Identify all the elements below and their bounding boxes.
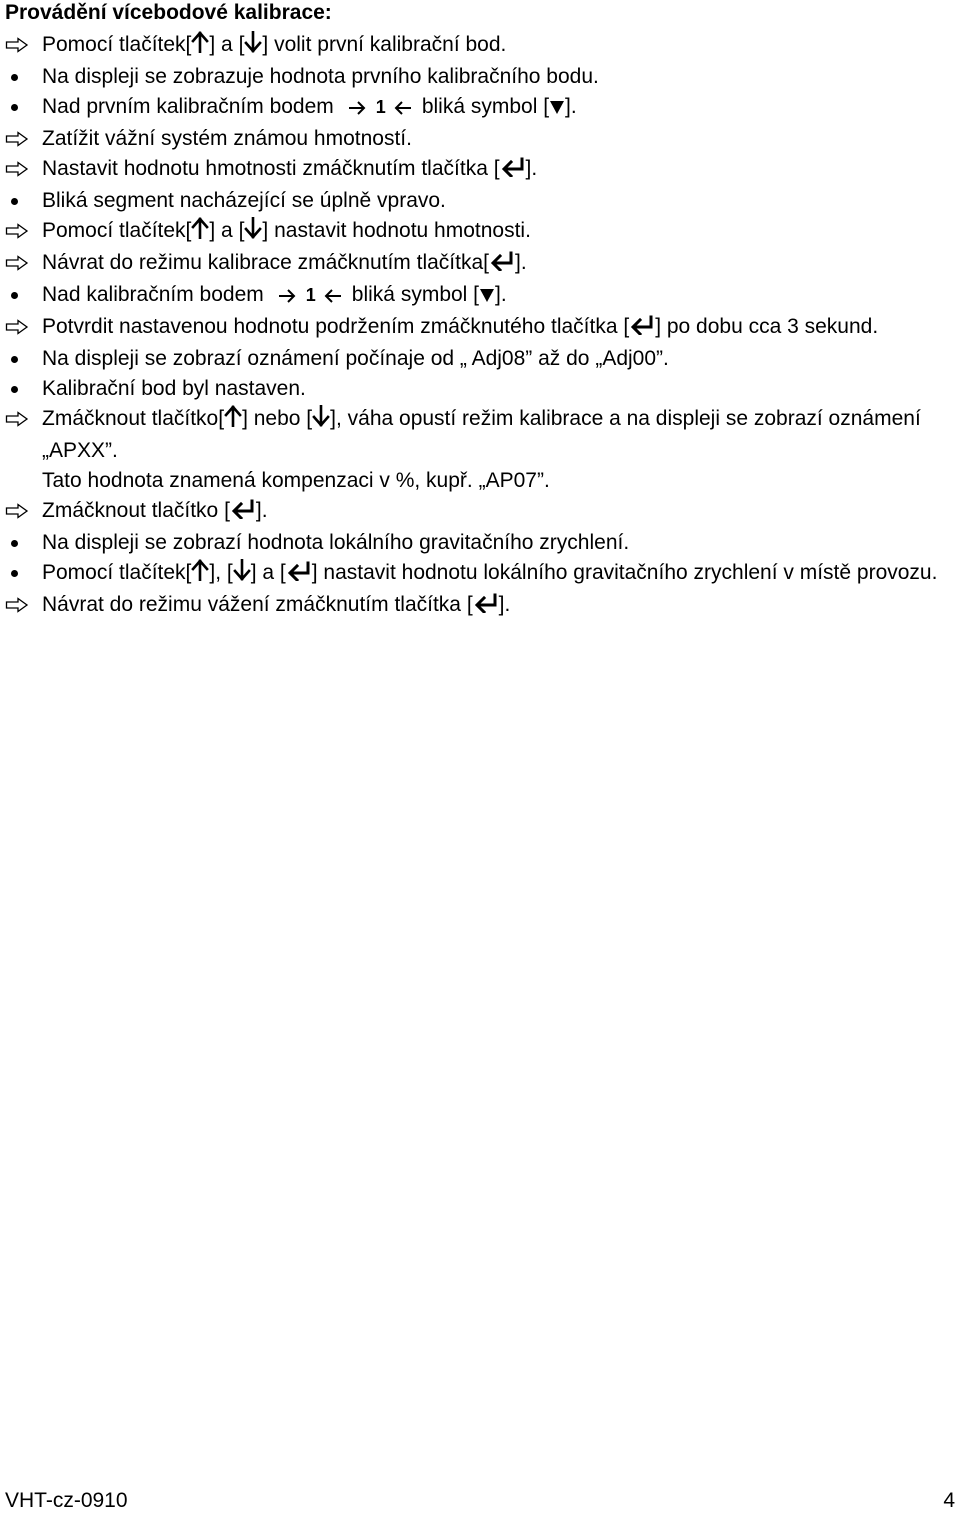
list-item [0, 558, 960, 590]
enter-key-icon [489, 250, 515, 280]
page-title: Provádění vícebodové kalibrace: [5, 1, 332, 24]
list-item [0, 528, 960, 558]
triangle-down-icon [549, 94, 565, 124]
step-text [42, 62, 942, 92]
text-run: Pomocí tlačítek[ [42, 219, 192, 242]
list-item [0, 466, 960, 496]
step-text [42, 374, 942, 404]
list-item [0, 496, 960, 528]
down-arrow-icon [312, 405, 330, 436]
list-item [0, 312, 960, 344]
bullet-dot-icon [5, 374, 33, 404]
down-arrow-icon [233, 559, 251, 590]
text-run: Na displeji se zobrazí oznámení počínaje od „ Adj08” až do „Adj00”. [42, 347, 669, 370]
text-run: ]. [565, 95, 577, 118]
hollow-arrow-bullet-icon [5, 30, 33, 60]
text-run: Pomocí tlačítek[ [42, 561, 192, 584]
step-text [42, 344, 942, 374]
hollow-arrow-bullet-icon [5, 496, 33, 526]
text-run: Pomocí tlačítek[ [42, 33, 192, 56]
enter-key-icon [230, 498, 256, 528]
text-run: ] po dobu cca 3 sekund. [655, 315, 879, 338]
text-run: ] nebo [ [242, 407, 313, 430]
down-arrow-icon [244, 31, 262, 62]
text-run: Tato hodnota znamená kompenzaci v %, kupř. „AP07”. [42, 469, 550, 492]
step-text [42, 248, 942, 280]
list-item [0, 62, 960, 92]
text-run: ] a [ [209, 219, 245, 242]
step-text [42, 124, 942, 154]
text-run: ] nastavit hodnotu hmotnosti. [262, 219, 531, 242]
up-arrow-icon [224, 405, 242, 436]
text-run: Zmáčknout tlačítko [ [42, 499, 230, 522]
text-run: Nad kalibračním bodem [42, 283, 264, 306]
text-run: Zatížit vážní systém známou hmotností. [42, 127, 412, 150]
left-arrow-icon [324, 282, 342, 312]
text-run: Návrat do režimu kalibrace zmáčknutím tlačítka[ [42, 251, 489, 274]
text-run: Bliká segment nacházející se úplně vpravo. [42, 189, 446, 212]
text-run: Zmáčknout tlačítko[ [42, 407, 225, 430]
instruction-list [0, 30, 960, 622]
hollow-arrow-bullet-icon [5, 312, 33, 342]
step-text [42, 558, 942, 590]
enter-key-icon [629, 314, 655, 344]
bullet-dot-icon [5, 62, 33, 92]
list-item [0, 154, 960, 186]
up-arrow-icon [191, 217, 209, 248]
enter-key-icon [500, 156, 526, 186]
text-run: Na displeji se zobrazí hodnota lokálního gravitačního zrychlení. [42, 531, 630, 554]
step-text [42, 30, 942, 62]
list-item [0, 344, 960, 374]
step-text [42, 92, 942, 124]
step-text [42, 528, 942, 558]
step-text [42, 496, 942, 528]
text-run: bliká symbol [ [351, 283, 480, 306]
step-text [42, 186, 942, 216]
bullet-dot-icon [5, 92, 33, 122]
text-run: ], [ [209, 561, 233, 584]
bullet-dot-icon [5, 344, 33, 374]
text-run: ]. [515, 251, 527, 274]
text-run: ] volit první kalibrační bod. [262, 33, 507, 56]
down-arrow-icon [244, 217, 262, 248]
list-item [0, 30, 960, 62]
list-item [0, 124, 960, 154]
text-run: Kalibrační bod byl nastaven. [42, 377, 306, 400]
list-item [0, 248, 960, 280]
right-arrow-icon [278, 282, 296, 312]
text-run: ] nastavit hodnotu lokálního gravitačního zrychlení v místě provozu. [311, 561, 938, 584]
text-run: Na displeji se zobrazuje hodnota prvního kalibračního bodu. [42, 65, 599, 88]
hollow-arrow-bullet-icon [5, 154, 33, 184]
up-arrow-icon [191, 31, 209, 62]
text-run: ]. [495, 283, 507, 306]
list-item [0, 216, 960, 248]
step-text [42, 404, 942, 466]
hollow-arrow-bullet-icon [5, 216, 33, 246]
enter-key-icon [286, 560, 312, 590]
calibration-point-number: 1 [375, 97, 386, 117]
step-text [42, 466, 942, 496]
text-run: Nad prvním kalibračním bodem [42, 95, 334, 118]
list-item [0, 186, 960, 216]
hollow-arrow-bullet-icon [5, 248, 33, 278]
page-number: 4 [943, 1489, 955, 1512]
bullet-dot-icon [5, 186, 33, 216]
bullet-dot-icon [5, 558, 33, 588]
enter-key-icon [473, 592, 499, 622]
list-item [0, 590, 960, 622]
calibration-point-number: 1 [305, 285, 316, 305]
step-text [42, 280, 942, 312]
hollow-arrow-bullet-icon [5, 404, 33, 434]
text-run: ], váha opustí režim kalibrace a na displeji se zobrazí oznámení „APXX”. [42, 407, 921, 462]
text-run: ]. [255, 499, 268, 522]
bullet-dot-icon [5, 528, 33, 558]
text-run: Návrat do režimu vážení zmáčknutím tlačítka [ [42, 593, 473, 616]
list-item [0, 280, 960, 312]
hollow-arrow-bullet-icon [5, 124, 33, 154]
list-item [0, 404, 960, 466]
document-code: VHT-cz-0910 [5, 1489, 128, 1512]
hollow-arrow-bullet-icon [5, 590, 33, 620]
step-text [42, 216, 942, 248]
step-text [42, 154, 942, 186]
text-run: Potvrdit nastavenou hodnotu podržením zmáčknutého tlačítka [ [42, 315, 630, 338]
list-item [0, 92, 960, 124]
left-arrow-icon [394, 94, 412, 124]
bullet-dot-icon [5, 280, 33, 310]
triangle-down-icon [479, 282, 495, 312]
text-run: ] a [ [250, 561, 286, 584]
list-item [0, 374, 960, 404]
right-arrow-icon [348, 94, 366, 124]
text-run: Nastavit hodnotu hmotnosti zmáčknutím tlačítka [ [42, 157, 500, 180]
text-run: bliká symbol [ [421, 95, 550, 118]
step-text [42, 590, 942, 622]
text-run: ]. [525, 157, 538, 180]
text-run: ]. [498, 593, 511, 616]
up-arrow-icon [191, 559, 209, 590]
text-run: ] a [ [209, 33, 245, 56]
step-text [42, 312, 942, 344]
